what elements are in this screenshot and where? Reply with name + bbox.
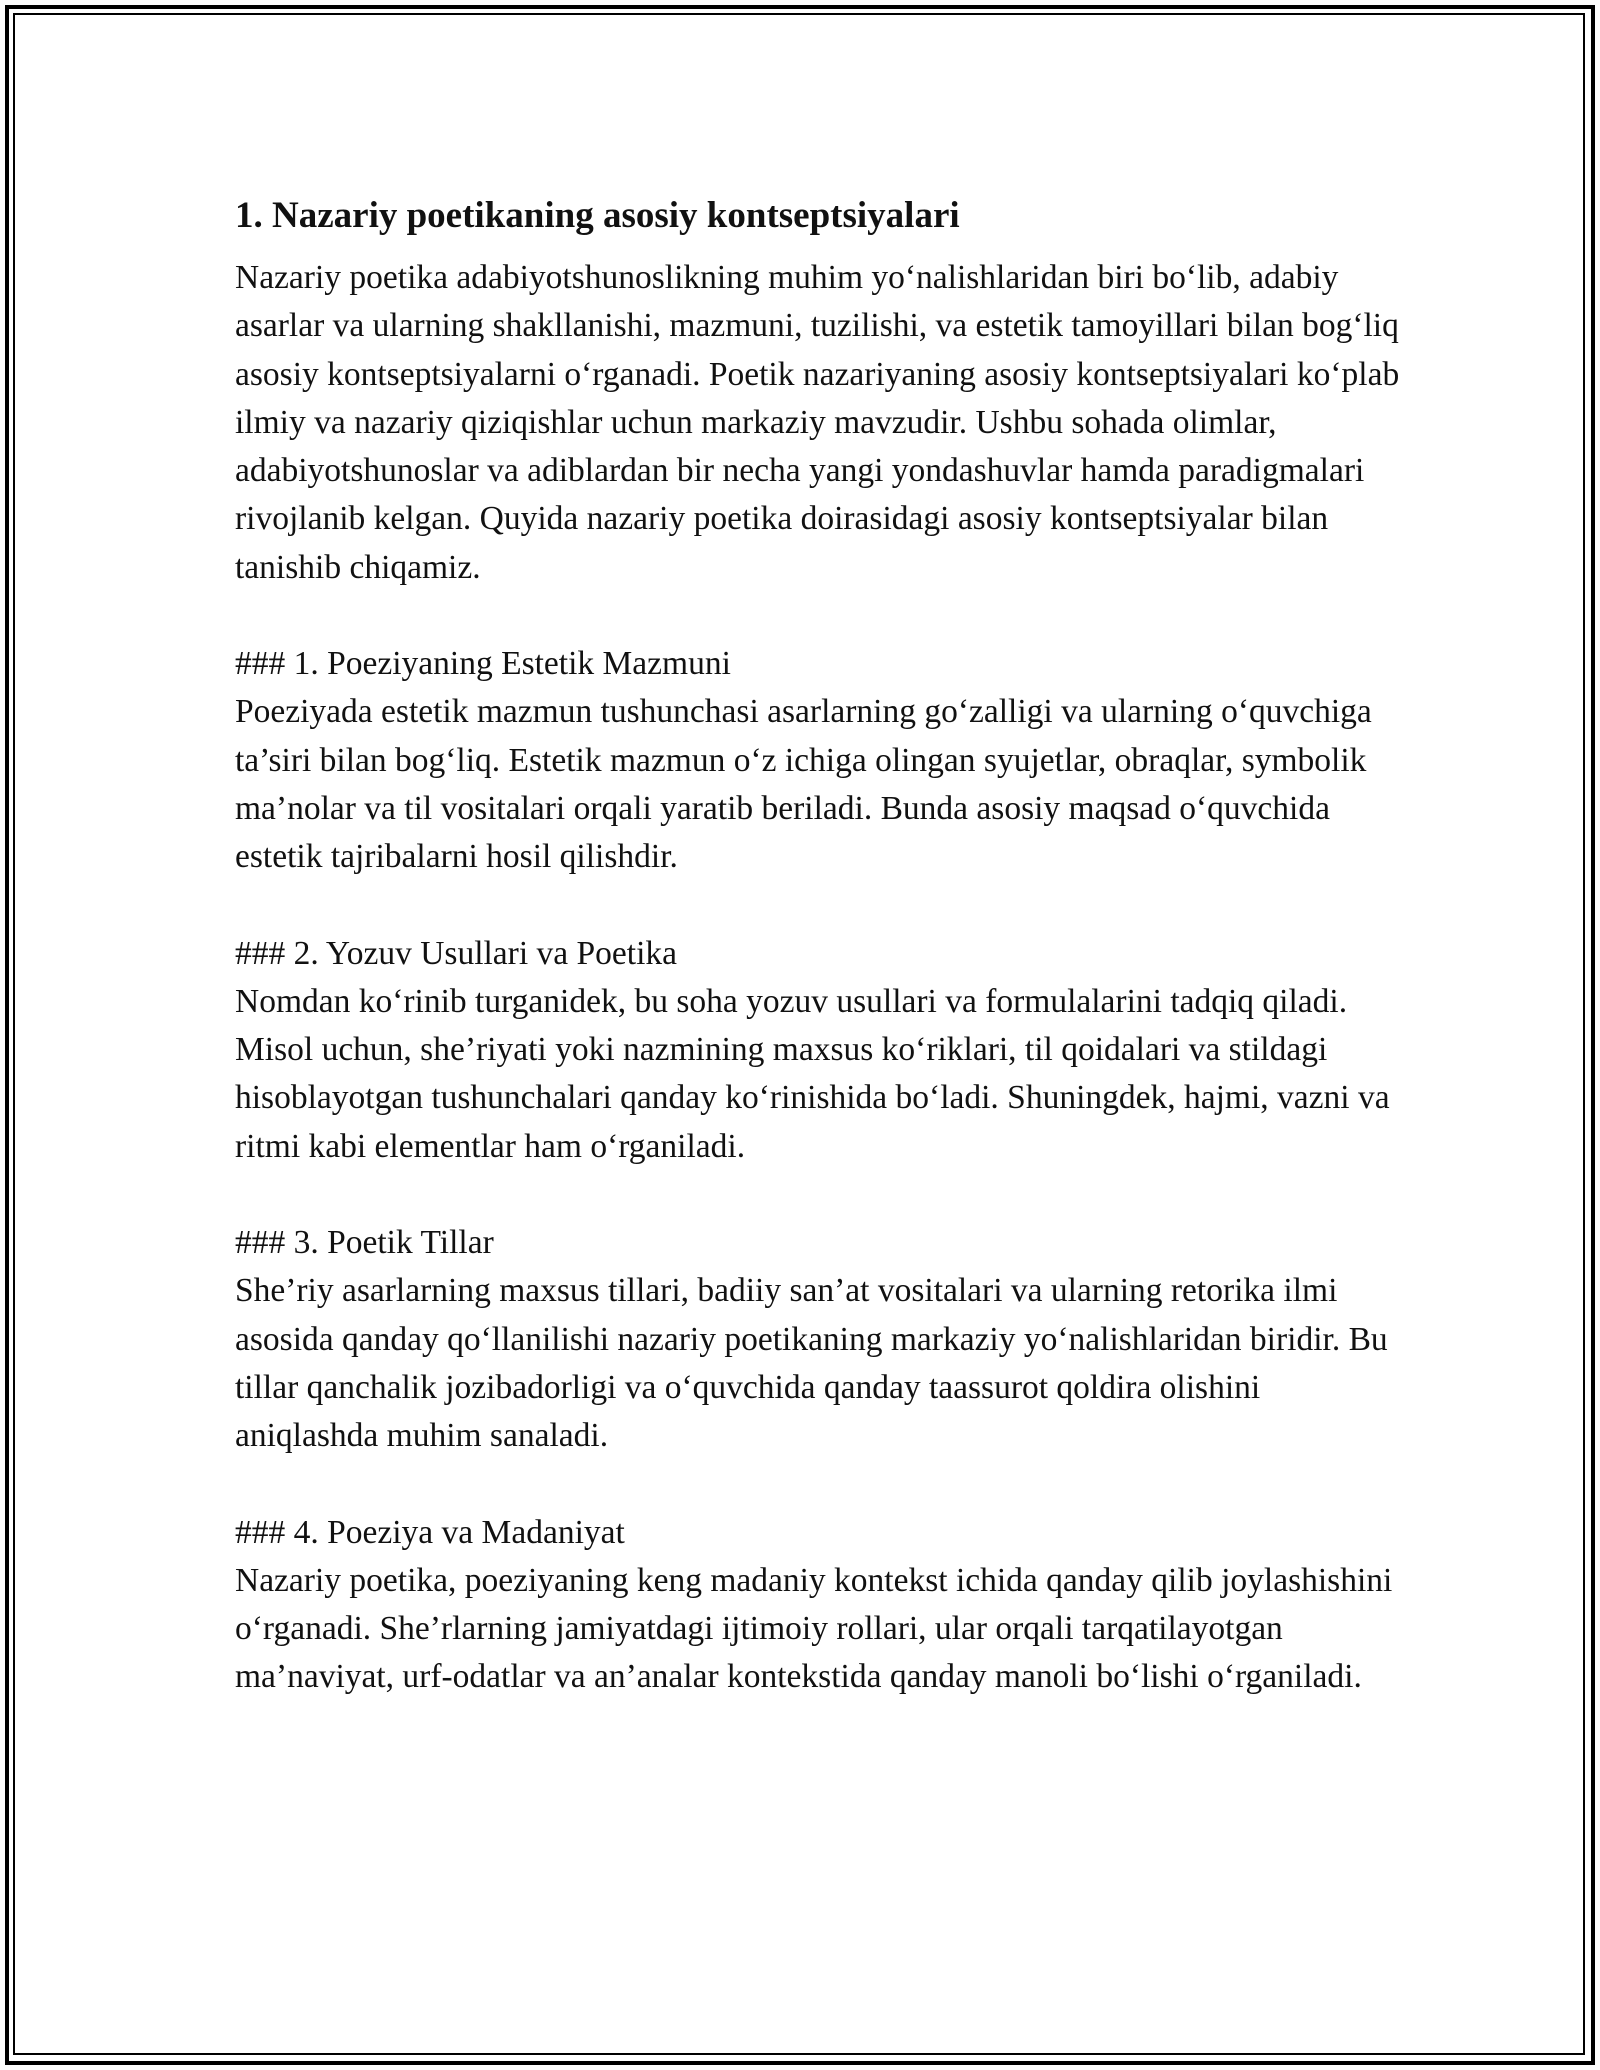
section-heading: ### 2. Yozuv Usullari va Poetika: [235, 934, 677, 972]
section-paragraph: She’riy asarlarning maxsus tillari, badiiy san’at vositalari va ularning retorika ilmi asosida qanday qo‘llanilishi nazariy poetikaning markaziy yo‘nalishlaridan biridir. Bu tillar qanchalik jozibadorligi va o‘quvchida qanday taassurot qoldira olishini aniqlashda muhim sanaladi.: [235, 1272, 1388, 1455]
section-4: [235, 1509, 1400, 1702]
section-heading: ### 1. Poeziyaning Estetik Mazmuni: [235, 645, 731, 683]
section-heading: ### 3. Poetik Tillar: [235, 1224, 494, 1262]
document-title: 1. Nazariy poetikaning asosiy kontseptsiyalari: [235, 195, 960, 236]
intro-paragraph: Nazariy poetika adabiyotshunoslikning muhim yo‘nalishlaridan biri bo‘lib, adabiy asarlar va ularning shakllanishi, mazmuni, tuzilishi, va estetik tamoyillari bilan bog‘liq asosiy kontseptsiyalarni o‘rganadi. Poetik nazariyaning asosiy kontseptsiyalari ko‘plab ilmiy va nazariy qiziqishlar uchun markaziy mavzudir. Ushbu sohada olimlar, adabiyotshunoslar va adiblardan bir necha yangi yondashuvlar hamda paradigmalari rivojlanib kelgan. Quyida nazariy poetika doirasidagi asosiy kontseptsiyalar bilan tanishib chiqamiz.: [235, 259, 1400, 586]
section-paragraph: Nomdan ko‘rinib turganidek, bu soha yozuv usullari va formulalarini tadqiq qiladi. Misol uchun, she’riyati yoki nazmining maxsus ko‘riklari, til qoidalari va stildagi hisoblayotgan tushunchalari qanday ko‘rinishida bo‘ladi. Shuningdek, hajmi, vazni va ritmi kabi elementlar ham o‘rganiladi.: [235, 982, 1390, 1165]
section-paragraph: Poeziyada estetik mazmun tushunchasi asarlarning go‘zalligi va ularning o‘quvchiga ta’siri bilan bog‘liq. Estetik mazmun o‘z ichiga olingan syujetlar, obraqlar, symbolik ma’nolar va til vositalari orqali yaratib beriladi. Bunda asosiy maqsad o‘quvchida estetik tajribalarni hosil qilishdir.: [235, 693, 1372, 876]
section-1: [235, 640, 1400, 881]
section-heading: ### 4. Poeziya va Madaniyat: [235, 1513, 625, 1551]
section-paragraph: Nazariy poetika, poeziyaning keng madaniy kontekst ichida qanday qilib joylashishini o‘rganadi. She’rlarning jamiyatdagi ijtimoiy rollari, ular orqali tarqatilayotgan ma’naviyat, urf-odatlar va an’analar kontekstida qanday manoli bo‘lishi o‘rganiladi.: [235, 1561, 1393, 1696]
section-2: [235, 930, 1400, 1171]
document-body: [235, 186, 1400, 1702]
section-3: [235, 1219, 1400, 1460]
